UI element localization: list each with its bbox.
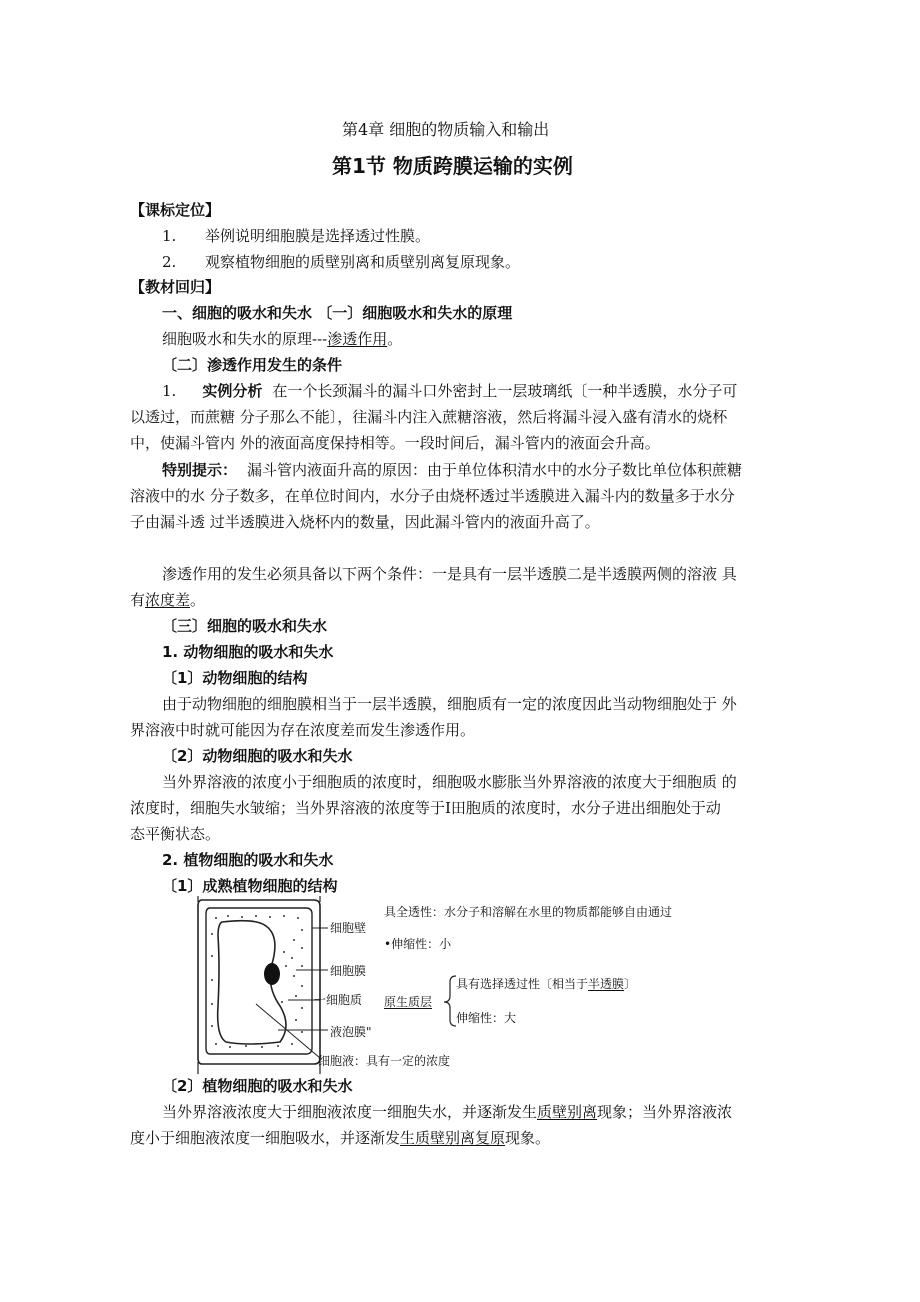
label-protoplast-stretch: 伸缩性：大	[456, 1011, 517, 1025]
plant-absorb-text-1b: 现象；当外界溶液浓	[597, 1103, 733, 1121]
osmosis-term: 渗透作用	[327, 330, 388, 348]
cytoplasm-dots	[211, 915, 303, 1048]
condition-line-2	[130, 590, 205, 610]
kebiao-item-2-text: 观察植物细胞的质壁别离和质壁别离复原现象。	[205, 253, 521, 271]
plant-absorb-line-1	[162, 1102, 732, 1122]
kebiao-item-1-text: 举例说明细胞膜是选择透过性膜。	[205, 227, 431, 245]
example-text-1: 在一个长颈漏斗的漏斗口外密封上一层玻璃纸〔一种半透膜，水分子可	[272, 382, 738, 400]
example-line-2: 以透过，而蔗糖 分子那么不能〕，往漏斗内注入蔗糖溶液，然后将漏斗浸入盛有清水的烧杯	[130, 408, 728, 426]
heading-plant: 2. 植物细胞的吸水和失水	[162, 851, 334, 869]
cell-wall-outline	[198, 900, 320, 1064]
label-cytoplasm: 一细胞质	[314, 993, 363, 1007]
heading-animal-absorb: 〔2〕动物细胞的吸水和失水	[162, 747, 353, 765]
deplasmolysis-term: 生质壁别离复原	[400, 1129, 506, 1147]
animal-structure-line-2: 界溶液中时就可能因为存在浓度差而发生渗透作用。	[130, 721, 476, 739]
protoplast-brace	[444, 976, 456, 1026]
plant-absorb-line-2	[130, 1128, 550, 1148]
plant-absorb-text-2: 度小于细胞液浓度一细胞吸水，并逐渐发	[130, 1129, 401, 1147]
condition-line-1: 渗透作用的发生必须具备以下两个条件：一是具有一层半透膜二是半透膜两侧的溶液 具	[162, 565, 737, 583]
heading-animal: 1. 动物细胞的吸水和失水	[162, 643, 334, 661]
example-number: 1.	[162, 382, 177, 400]
tip-text-1: 漏斗管内液面升高的原因：由于单位体积清水中的水分子数比单位体积蔗糖	[247, 461, 743, 479]
plant-absorb-text-2b: 现象。	[505, 1129, 551, 1147]
section-title: 第1节 物质跨膜运输的实例	[332, 154, 573, 178]
kebiao-item-2-num: 2.	[162, 253, 177, 271]
label-wall-stretch: •伸缩性：小	[384, 937, 452, 951]
label-cell-sap: 细胞液：具有一定的浓度	[318, 1054, 451, 1068]
principle-paragraph	[162, 329, 402, 349]
semi-permeable-term: 半透膜	[588, 977, 625, 991]
cell-wall-inner	[206, 908, 312, 1054]
label-cell-membrane: 细胞膜	[330, 964, 367, 978]
selective-end: 〕	[624, 977, 637, 991]
label-protoplast: 原生质层	[384, 995, 433, 1009]
concentration-diff-term: 浓度差	[145, 591, 191, 609]
tip-line-3: 子由漏斗透 过半透膜进入烧杯内的数量，因此漏斗管内的液面升高了。	[130, 513, 600, 531]
example-line-3: 中，使漏斗管内 外的液面高度保持相等。一段时间后，漏斗管内的液面会升高。	[130, 434, 660, 452]
label-selective	[456, 976, 636, 992]
label-full-permeability: 具全透性：水分子和溶解在水里的物质都能够自由通过	[384, 905, 673, 919]
tip-line-2: 溶液中的水 分子数多，在单位时间内，水分子由烧杯透过半透膜进入漏斗内的数量多于水分	[130, 487, 735, 505]
tip-label: 特别提示：	[162, 461, 238, 479]
nucleus	[264, 963, 280, 985]
chapter-title: 第4章 细胞的物质输入和输出	[342, 120, 550, 139]
example-line-1	[162, 381, 737, 401]
animal-absorb-line-2: 浓度时，细胞失水皱缩；当外界溶液的浓度等于I田胞质的浓度时，水分子进出细胞处于动	[130, 799, 721, 817]
jiaocai-heading: 【教材回归】	[130, 278, 221, 296]
label-cell-wall: 细胞壁	[330, 921, 367, 935]
tip-line-1	[162, 460, 742, 480]
example-label: 实例分析	[202, 382, 263, 400]
animal-absorb-line-1: 当外界溶液的浓度小于细胞质的浓度时，细胞吸水膨胀当外界溶液的浓度大于细胞质 的	[162, 773, 737, 791]
label-vacuole-membrane: 液泡膜"	[330, 1025, 372, 1039]
animal-absorb-line-3: 态平衡状态。	[130, 825, 221, 843]
animal-structure-line-1: 由于动物细胞的细胞膜相当于一层半透膜，细胞质有一定的浓度因此当动物细胞处于 外	[162, 695, 737, 713]
heading-conditions: 〔二〕渗透作用发生的条件	[162, 356, 343, 374]
kebiao-heading: 【课标定位】	[130, 201, 221, 219]
heading-plant-structure: 〔1〕成熟植物细胞的结构	[162, 877, 338, 895]
principle-text: 细胞吸水和失水的原理---	[162, 330, 328, 348]
condition-text: 有	[130, 591, 146, 609]
condition-end: 。	[190, 591, 206, 609]
heading-plant-absorb: 〔2〕植物细胞的吸水和失水	[162, 1077, 353, 1095]
principle-end: 。	[387, 330, 403, 348]
kebiao-item-1-num: 1.	[162, 227, 177, 245]
heading-animal-structure: 〔1〕动物细胞的结构	[162, 669, 308, 687]
heading-absorb: 〔三〕细胞的吸水和失水	[162, 617, 328, 635]
selective-text: 具有选择透过性〔相当于	[456, 977, 589, 991]
heading-part-1: 一、细胞的吸水和失水 〔一〕细胞吸水和失水的原理	[162, 304, 513, 322]
plant-absorb-text-1: 当外界溶液浓度大于细胞液浓度一细胞失水，并逐渐发生	[162, 1103, 538, 1121]
plasmolysis-term: 质壁别离	[537, 1103, 598, 1121]
